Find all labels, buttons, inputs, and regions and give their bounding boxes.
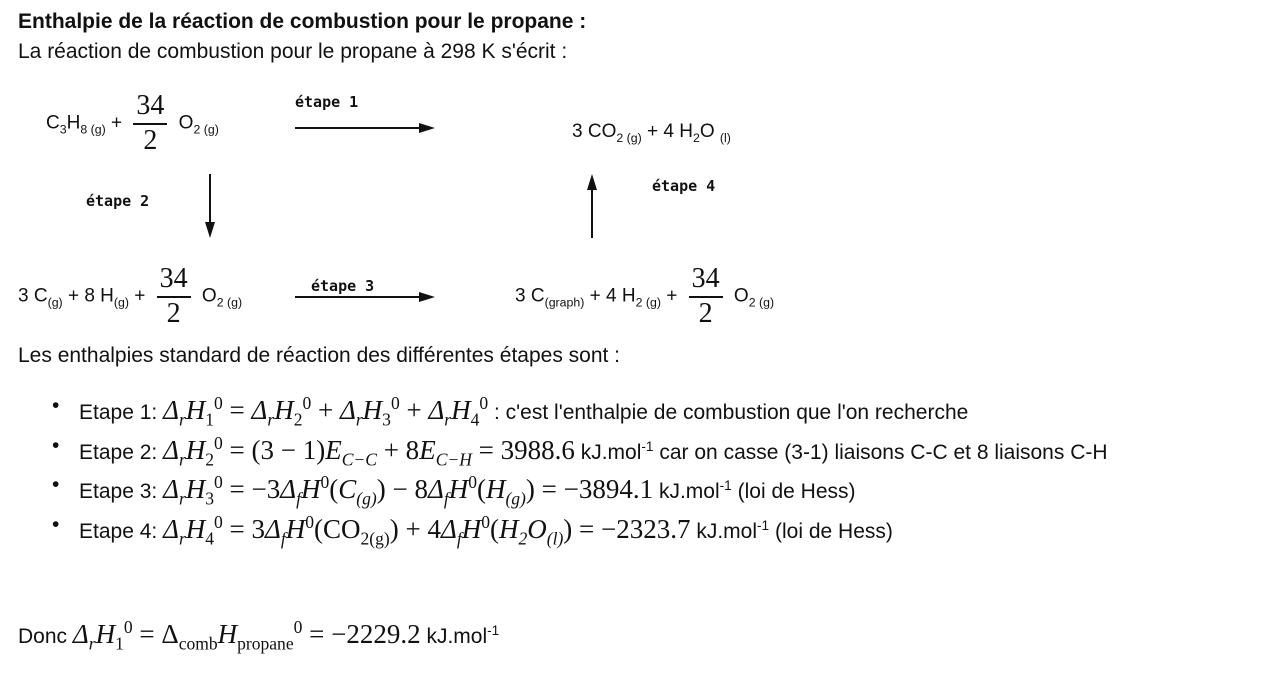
step-2-label: étape 2 <box>86 192 150 210</box>
equation: $\Delta_rH_1^0 = \Delta_{comb}H_{propane}^0 = -2229.2$ <box>72 617 421 654</box>
step-1-arrow <box>295 121 440 135</box>
step-2-arrow <box>202 174 218 240</box>
step-4-arrow <box>584 172 600 240</box>
page-title: Enthalpie de la réaction de combustion pour le propane : <box>18 10 587 33</box>
fraction: $\frac{34}{2}$ <box>157 265 191 328</box>
steps-intro: Les enthalpies standard de réaction des différentes étapes sont : <box>18 344 621 367</box>
equation: $\Delta_rH_4^0 = 3\Delta_fH^0(CO_{2(g)}) + 4\Delta_fH^0(H_2O_{(l)}) = -2323.7$ <box>163 511 691 549</box>
list-item: • Etape 2: $\Delta_rH_2^0 = (3 - 1)E_{C-C} + 8E_{C-H} = 3988.6$ kJ.mol$^{-1}$ car on casse (3-1) liaisons C-C et 8 liaisons C-H <box>52 432 1108 469</box>
list-item: • Etape 1: $\Delta_rH_1^0 = \Delta_rH_2^0 + \Delta_rH_3^0 + \Delta_rH_4^0$ : c'est l'enthalpie de combustion que l'on recherche <box>52 393 969 430</box>
fraction: $\frac{34}{2}$ <box>689 265 723 328</box>
list-item: • Etape 3: $\Delta_rH_3^0 = -3\Delta_fH^0(C_{(g)}) - 8\Delta_fH^0(H_{(g)}) = -3894.1$ kJ.mol$^{-1}$ (loi de Hess) <box>52 472 856 509</box>
equation: $\Delta_rH_3^0 = -3\Delta_fH^0(C_{(g)}) - 8\Delta_fH^0(H_{(g)}) = -3894.1$ <box>163 472 654 509</box>
steps-list <box>52 392 1267 550</box>
equation: $\Delta_rH_1^0 = \Delta_rH_2^0 + \Delta_rH_3^0 + \Delta_rH_4^0$ <box>163 393 489 430</box>
step-3-label: étape 3 <box>311 277 375 295</box>
products: 3 $CO_{2 (g)} + 4$ $H_2O$ $_{(l)}$ <box>572 121 731 145</box>
equation: $\Delta_rH_2^0 = (3 - 1)E_{C-C} + 8E_{C-H} = 3988.6$ <box>163 432 575 469</box>
step-4-label: étape 4 <box>652 177 716 195</box>
fraction: $\frac{34}{2}$ <box>133 92 167 155</box>
step-3-arrow <box>295 290 440 304</box>
conclusion: Donc $\Delta_rH_1^0 = \Delta_{comb}H_{propane}^0 = -2229.2$ kJ.mol$^{-1}$ <box>18 617 500 654</box>
standard-state-elements: 3 $C_{(graph)} + 4$ $H_{2 (g)}$ + $\frac{34}{2}$ $O_{2 (g)}$ <box>515 263 775 329</box>
intro-text: La réaction de combustion pour le propane à 298 K s'écrit : <box>18 40 568 63</box>
reactants-gas: $C_3H_{8 (g)}$ + $\frac{34}{2}$ $O_{2 (g)}$ <box>46 90 219 156</box>
gaseous-atoms: 3 $C_{(g)} + 8$ $H_{(g)}$ + $\frac{34}{2}$ $O_{2 (g)}$ <box>18 263 243 329</box>
list-item: • Etape 4: $\Delta_rH_4^0 = 3\Delta_fH^0(CO_{2(g)}) + 4\Delta_fH^0(H_2O_{(l)}) = -2323.7$ kJ.mol$^{-1}$ (loi de Hess) <box>52 511 893 549</box>
step-1-label: étape 1 <box>295 93 359 111</box>
